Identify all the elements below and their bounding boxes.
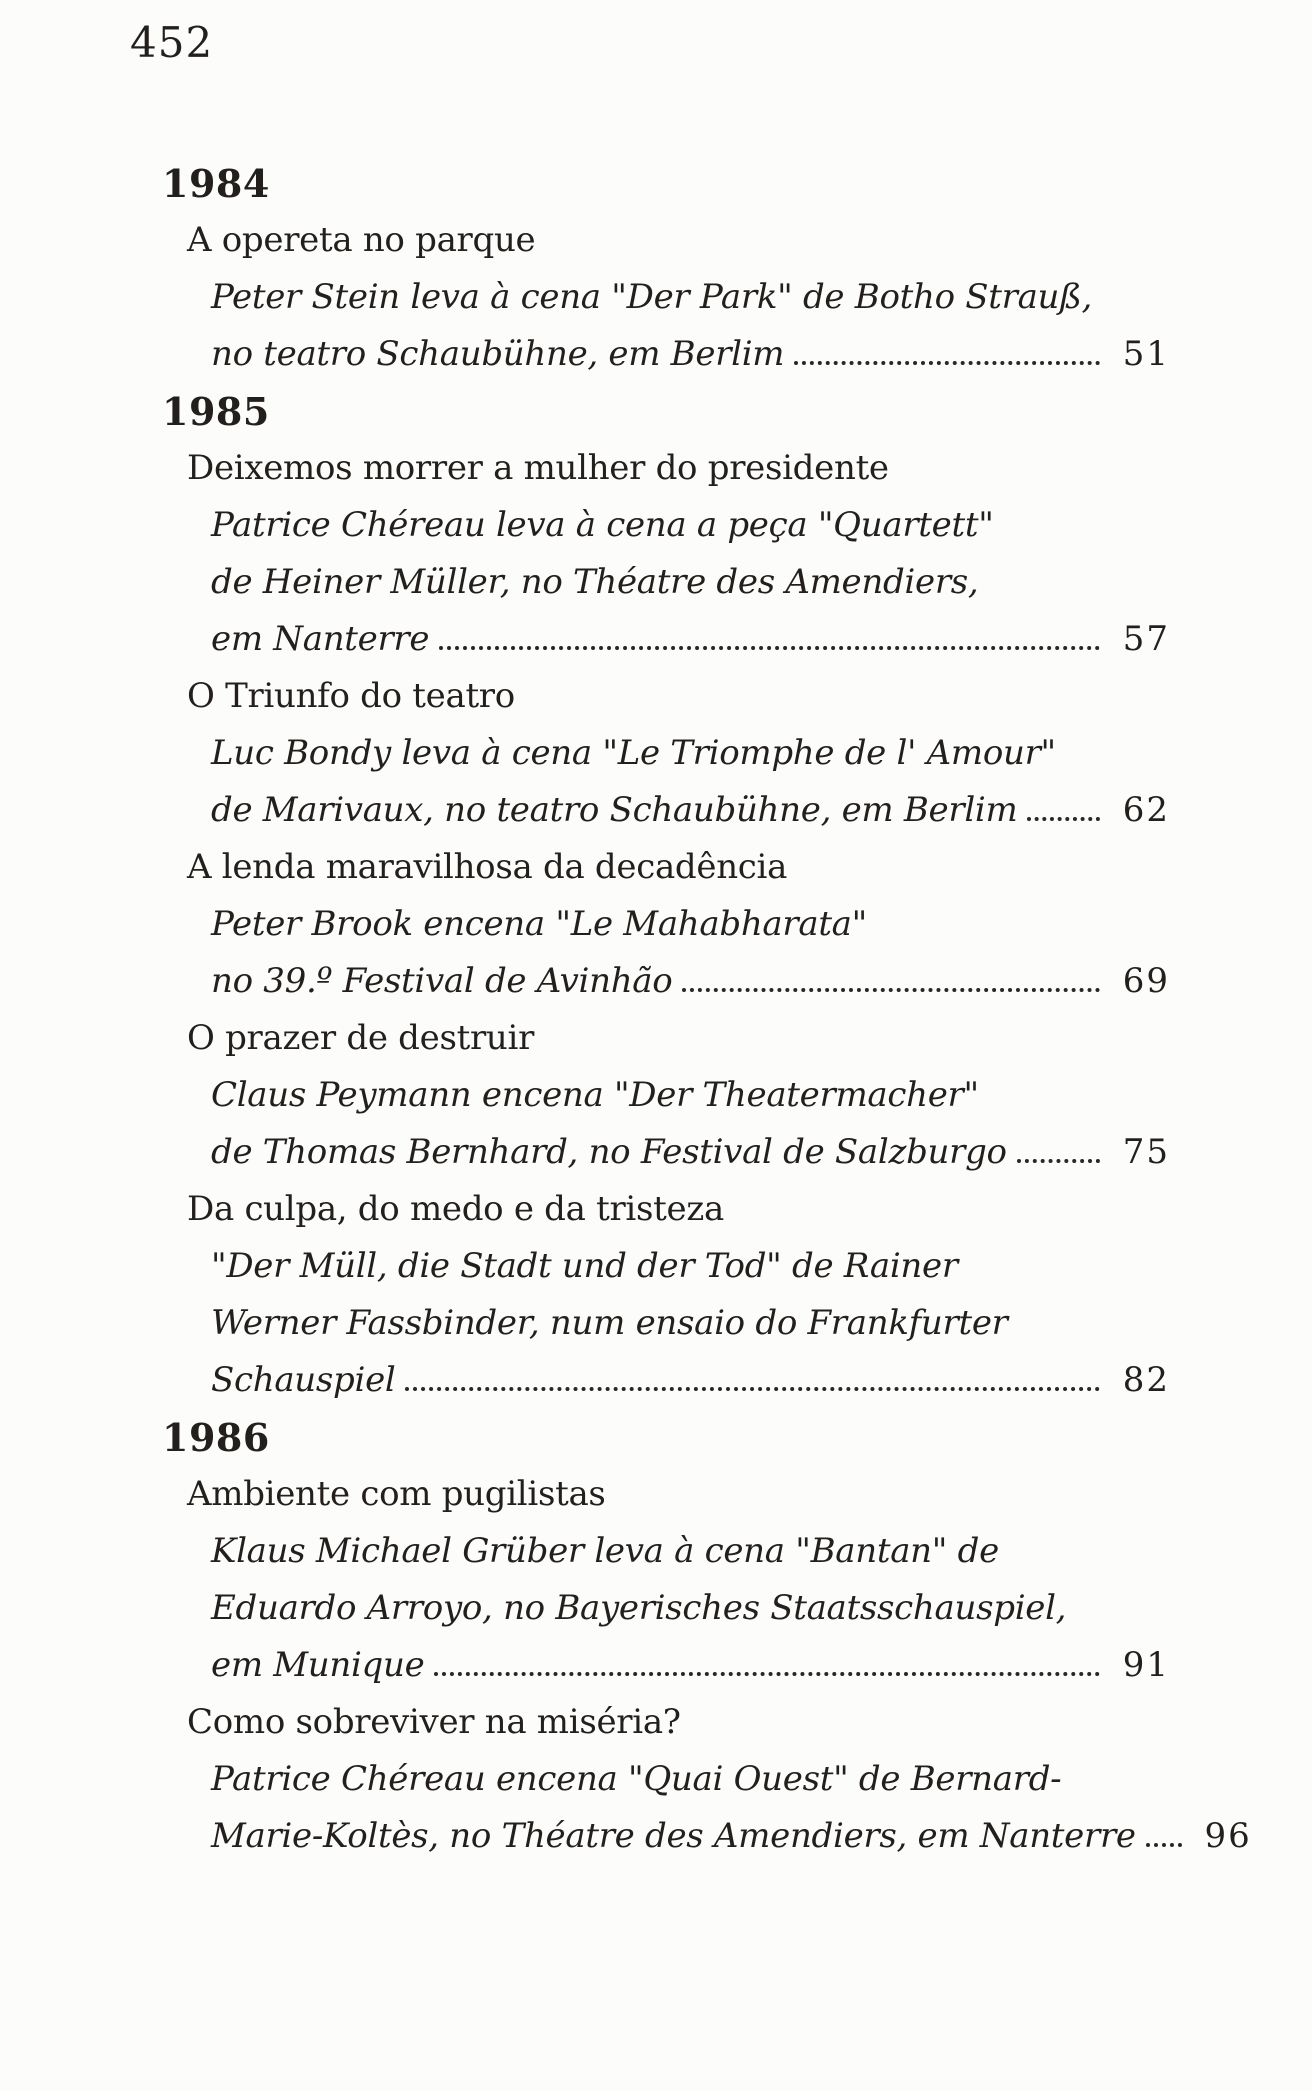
toc-entry-line	[0, 1637, 1170, 1694]
table-of-contents	[0, 155, 1252, 1865]
toc-entry-subtitle: no teatro Schaubühne, em Berlim	[211, 334, 785, 374]
dot-leader	[439, 646, 1100, 650]
toc-page-number: 96	[1204, 1816, 1252, 1856]
toc-entry-subtitle: em Nanterre	[211, 619, 430, 659]
dot-leader	[1017, 1159, 1100, 1163]
toc-entry-subtitle: Marie-Koltès, no Théatre des Amendiers, em Nanterre	[211, 1816, 1136, 1856]
toc-year-heading: 1986	[162, 1415, 270, 1460]
toc-entry-title: O prazer de destruir	[187, 1018, 535, 1058]
toc-entry-title: Deixemos morrer a mulher do presidente	[187, 448, 889, 488]
toc-entry-line	[0, 326, 1170, 383]
toc-entry-title: O Triunfo do teatro	[187, 676, 515, 716]
toc-entry-subtitle: Schauspiel	[211, 1360, 396, 1400]
toc-entry-subtitle: no 39.º Festival de Avinhão	[211, 961, 673, 1001]
toc-entry-line	[0, 1352, 1170, 1409]
toc-entry-subtitle: em Munique	[211, 1645, 425, 1685]
toc-page-number: 82	[1122, 1360, 1170, 1400]
toc-entry-title: Como sobreviver na miséria?	[187, 1702, 681, 1742]
dot-leader	[405, 1387, 1100, 1391]
toc-page-number: 69	[1122, 961, 1170, 1001]
toc-entry-subtitle: Patrice Chéreau encena "Quai Ouest" de Bernard-	[211, 1759, 1062, 1799]
dot-leader	[794, 361, 1100, 365]
dot-leader	[1146, 1843, 1182, 1847]
toc-entry-subtitle: Klaus Michael Grüber leva à cena "Bantan" de	[211, 1531, 999, 1571]
toc-entry-line	[0, 782, 1170, 839]
toc-entry-subtitle: Werner Fassbinder, num ensaio do Frankfurter	[211, 1303, 1008, 1343]
toc-entry-subtitle: Eduardo Arroyo, no Bayerisches Staatsschauspiel,	[211, 1588, 1067, 1628]
folio-page-number: 452	[130, 18, 214, 67]
toc-page-number: 57	[1122, 619, 1170, 659]
toc-entry-subtitle: de Heiner Müller, no Théatre des Amendiers,	[211, 562, 979, 602]
toc-page-number: 62	[1122, 790, 1170, 830]
toc-entry-subtitle: Peter Brook encena "Le Mahabharata"	[211, 904, 867, 944]
toc-entry-line	[0, 953, 1170, 1010]
toc-entry-subtitle: Luc Bondy leva à cena "Le Triomphe de l' Amour"	[211, 733, 1056, 773]
toc-page-number: 91	[1122, 1645, 1170, 1685]
dot-leader	[682, 988, 1100, 992]
toc-entry-title: A lenda maravilhosa da decadência	[187, 847, 788, 887]
dot-leader	[434, 1672, 1100, 1676]
toc-entry-line	[0, 1808, 1252, 1865]
toc-entry-line	[0, 611, 1170, 668]
toc-entry-line	[0, 1124, 1170, 1181]
toc-year-heading: 1985	[162, 389, 270, 434]
toc-entry-title: A opereta no parque	[187, 220, 536, 260]
dot-leader	[1027, 817, 1100, 821]
toc-entry-subtitle: de Thomas Bernhard, no Festival de Salzburgo	[211, 1132, 1007, 1172]
toc-page-number: 75	[1122, 1132, 1170, 1172]
toc-entry-subtitle: Peter Stein leva à cena "Der Park" de Botho Strauß,	[211, 277, 1093, 317]
toc-entry-title: Ambiente com pugilistas	[187, 1474, 606, 1514]
toc-year-heading: 1984	[162, 161, 270, 206]
toc-entry-subtitle: Patrice Chéreau leva à cena a peça "Quartett"	[211, 505, 994, 545]
toc-entry-title: Da culpa, do medo e da tristeza	[187, 1189, 724, 1229]
toc-entry-subtitle: de Marivaux, no teatro Schaubühne, em Berlim	[211, 790, 1018, 830]
toc-entry-subtitle: "Der Müll, die Stadt und der Tod" de Rainer	[211, 1246, 958, 1286]
toc-page-number: 51	[1122, 334, 1170, 374]
toc-entry-subtitle: Claus Peymann encena "Der Theatermacher"	[211, 1075, 979, 1115]
